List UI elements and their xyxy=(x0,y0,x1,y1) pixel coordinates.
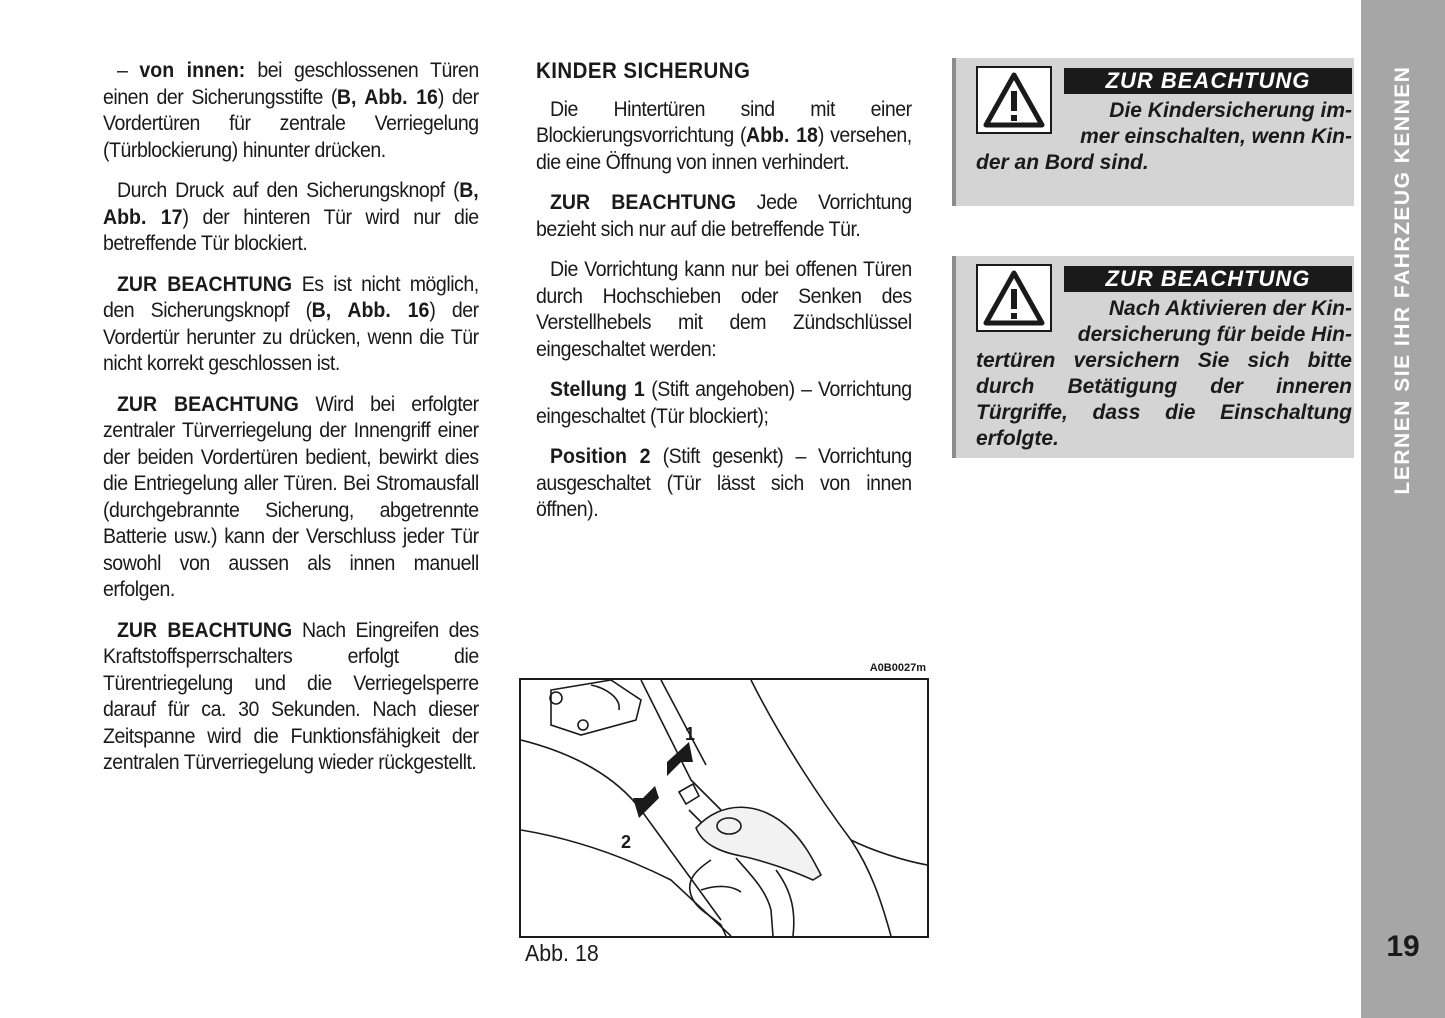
paragraph xyxy=(103,392,479,604)
text: Jede Vorrichtung bezieht sich nur auf die betreffende Tür. xyxy=(536,191,912,241)
warning-line: tertüren versichern Sie sich bitte durch Betätigung der inneren Türgriffe, dass die Einschaltung erfolgte. xyxy=(976,349,1352,450)
text: ) der Vordertüren für zentrale Verriegelung (Türblockierung) hinunter drücken. xyxy=(103,85,479,162)
text-column-left xyxy=(103,58,479,791)
child-lock-illustration xyxy=(521,680,927,936)
paragraph xyxy=(536,97,912,177)
text: (Stift gesenkt) – Vorrichtung ausgeschaltet (Tür lässt sich von innen öffnen). xyxy=(536,445,912,521)
text: Wird bei erfolgter zentraler Türverriegelung der Innengriff einer der beiden Vordertüren bedient, bewirkt dies die Entriegelung aller Türen. Bei Stromausfall (durchgebrannte Sicherung, abgetrennte Batterie usw.) kann der Verschluss jeder Tür sowohl von aussen als innen manuell erfolgen. xyxy=(103,392,479,601)
warning-line: Die Kindersicherung im- xyxy=(1109,99,1352,122)
paragraph xyxy=(103,58,479,164)
warning-line: der an Bord sind. xyxy=(976,151,1149,174)
note-label: ZUR BEACHTUNG xyxy=(116,272,293,296)
position-label: Position 2 xyxy=(549,445,651,468)
warning-box xyxy=(952,58,1354,206)
text: Durch Druck auf den Sicherungsknopf ( xyxy=(116,179,460,202)
figure-ref: B, Abb. 16 xyxy=(336,85,438,109)
paragraph xyxy=(536,444,912,524)
position-label: Stellung 1 xyxy=(549,378,645,401)
note-label: ZUR BEACHTUNG xyxy=(549,191,737,214)
warning-title: ZUR BEACHTUNG xyxy=(1064,266,1352,292)
paragraph xyxy=(536,190,912,243)
text: bei geschlossenen Türen einen der Sicherungsstifte ( xyxy=(103,59,479,109)
warning-text xyxy=(976,296,1352,452)
text: Nach Eingreifen des Kraftstoffsperrschalters erfolgt die Türentriegelung und die Verriegelsperre darauf für ca. 30 Sekunden. Nach dieser Zeitspanne wird die Funktionsfähigkeit der zentralen Türverriegelung wieder rückgestellt. xyxy=(103,618,479,774)
warning-line: Nach Aktivieren der Kin- xyxy=(1108,297,1352,320)
figure-ref: B, Abb. 16 xyxy=(311,299,430,322)
text: Es ist nicht möglich, den Sicherungsknopf ( xyxy=(103,272,479,322)
chapter-title: LERNEN SIE IHR FAHRZEUG KENNEN xyxy=(1391,65,1414,495)
figure-code: A0B0027m xyxy=(869,662,926,674)
page-number: 19 xyxy=(1386,930,1420,963)
figure-label-1: 1 xyxy=(685,724,696,744)
dash: – xyxy=(116,59,140,82)
text: Die Vorrichtung kann nur bei offenen Türen durch Hochschieben oder Senken des Verstellhebels mit dem Zündschlüssel eingeschaltet werden: xyxy=(536,258,912,361)
figure-label-2: 2 xyxy=(621,832,632,852)
paragraph xyxy=(536,377,912,430)
paragraph xyxy=(536,257,912,363)
note-label: ZUR BEACHTUNG xyxy=(116,618,293,642)
note-label: ZUR BEACHTUNG xyxy=(116,392,299,416)
warning-line: mer einschalten, wenn Kin- xyxy=(1080,125,1352,148)
warning-text xyxy=(976,98,1352,176)
warning-line: dersicherung für beide Hin- xyxy=(1077,323,1352,346)
text: ) versehen, die eine Öffnung von innen verhindert. xyxy=(536,124,912,174)
figure-ref: B, Abb. 17 xyxy=(103,179,479,229)
warning-title: ZUR BEACHTUNG xyxy=(1064,68,1352,94)
section-heading: KINDER SICHERUNG xyxy=(536,58,751,83)
text: Die Hintertüren sind mit einer Blockierungsvorrichtung ( xyxy=(536,97,912,147)
paragraph xyxy=(103,618,479,777)
figure-ref: Abb. 18 xyxy=(746,124,818,147)
text: ) der hinteren Tür wird nur die betreffende Tür blockiert. xyxy=(103,205,479,255)
warning-box xyxy=(952,256,1354,458)
text-column-middle xyxy=(536,58,912,538)
figure-caption: Abb. 18 xyxy=(525,940,599,966)
text: (Stift angehoben) – Vorrichtung eingeschaltet (Tür blockiert); xyxy=(536,378,912,428)
paragraph xyxy=(103,272,479,378)
paragraph xyxy=(103,178,479,258)
text: ) der Vordertür herunter zu drücken, wenn die Tür nicht korrekt geschlossen ist. xyxy=(103,299,479,375)
figure-illustration xyxy=(519,678,929,938)
bold-lead: von innen: xyxy=(139,59,246,82)
